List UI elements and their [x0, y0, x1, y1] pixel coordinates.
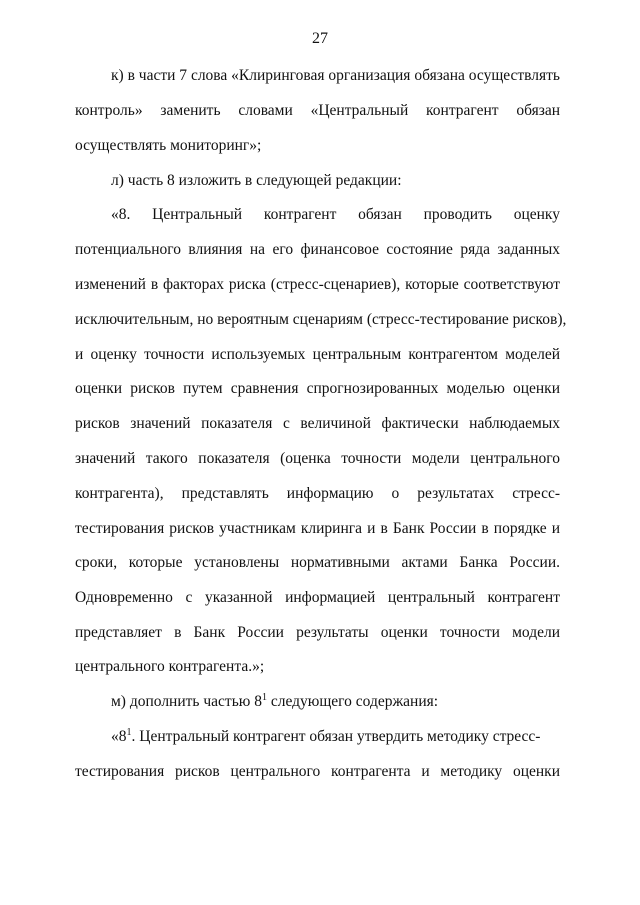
- superscript: 1: [126, 726, 132, 738]
- text-line: контрагента), представлять информацию о результатах стресс-: [75, 485, 560, 502]
- text-line: представляет в Банк России результаты оценки точности модели: [75, 624, 560, 641]
- text-line: сроки, которые установлены нормативными актами Банка России.: [75, 554, 560, 571]
- text-line: и оценку точности используемых центральным контрагентом моделей: [75, 346, 560, 363]
- text-line: тестирования рисков центрального контрагента и методику оценки: [75, 763, 560, 780]
- text-line: [111, 692, 560, 712]
- text-line: тестирования рисков участникам клиринга и в Банк России в порядке и: [75, 520, 560, 537]
- text-line: [111, 727, 560, 747]
- text-fragment: м) дополнить частью 8: [111, 693, 262, 710]
- text-line: изменений в факторах риска (стресс-сценариев), которые соответствуют: [75, 276, 560, 293]
- text-line: к) в части 7 слова «Клиринговая организация обязана осуществлять: [111, 67, 560, 84]
- text-line: центрального контрагента.»;: [75, 658, 265, 675]
- text-fragment: «8: [111, 728, 127, 745]
- text-line: потенциального влияния на его финансовое состояние ряда заданных: [75, 241, 560, 258]
- superscript: 1: [261, 691, 267, 703]
- text-line: контроль» заменить словами «Центральный контрагент обязан: [75, 102, 560, 119]
- text-line: оценки рисков путем сравнения спрогнозированных моделью оценки: [75, 380, 560, 397]
- page-number: 27: [312, 30, 328, 47]
- text-line: значений такого показателя (оценка точности модели центрального: [75, 450, 560, 467]
- text-fragment: следующего содержания:: [266, 693, 439, 710]
- text-fragment: . Центральный контрагент обязан утвердить методику стресс-: [131, 728, 541, 745]
- text-line: осуществлять мониторинг»;: [75, 137, 262, 154]
- text-line: Одновременно с указанной информацией центральный контрагент: [75, 589, 560, 606]
- text-line: л) часть 8 изложить в следующей редакции:: [111, 172, 402, 189]
- text-line: рисков значений показателя с величиной фактически наблюдаемых: [75, 415, 560, 432]
- text-line: исключительным, но вероятным сценариям (стресс-тестирование рисков),: [75, 311, 567, 328]
- text-line: «8. Центральный контрагент обязан проводить оценку: [111, 206, 560, 223]
